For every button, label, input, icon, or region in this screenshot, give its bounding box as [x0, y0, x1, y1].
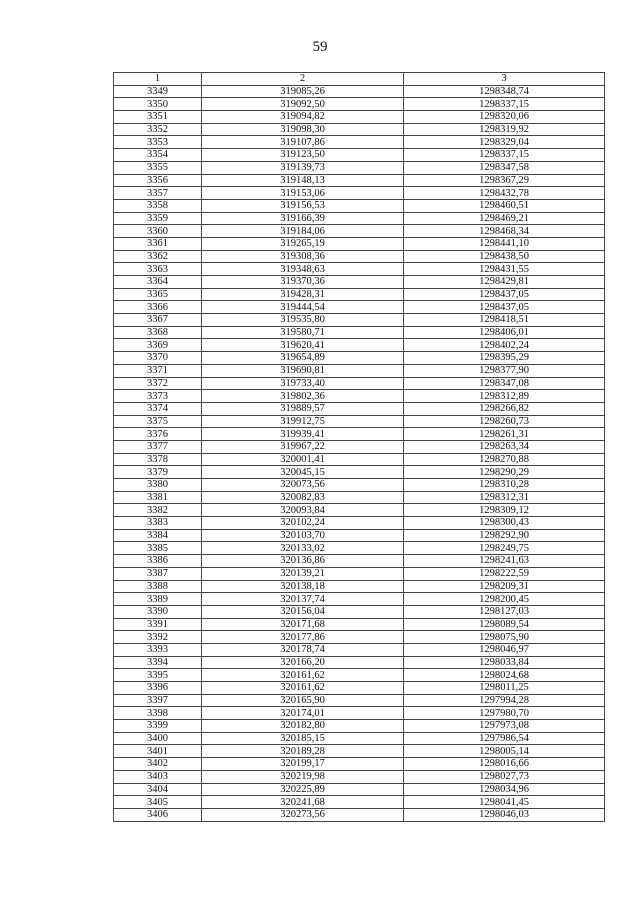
point-number-cell: 3379 [114, 466, 202, 479]
x-coordinate-cell: 319428,31 [202, 288, 404, 301]
point-number-cell: 3395 [114, 669, 202, 682]
table-row [114, 555, 605, 568]
x-coordinate-cell: 319620,41 [202, 339, 404, 352]
y-coordinate-cell: 1298337,15 [404, 149, 605, 162]
point-number-cell: 3400 [114, 732, 202, 745]
point-number-cell: 3384 [114, 529, 202, 542]
x-coordinate-cell: 319139,73 [202, 161, 404, 174]
y-coordinate-cell: 1298460,51 [404, 199, 605, 212]
y-coordinate-cell: 1298429,81 [404, 276, 605, 289]
table-row [114, 339, 605, 352]
point-number-cell: 3372 [114, 377, 202, 390]
x-coordinate-cell: 319690,81 [202, 364, 404, 377]
point-number-cell: 3375 [114, 415, 202, 428]
table-row [114, 187, 605, 200]
x-coordinate-cell: 320171,68 [202, 618, 404, 631]
x-coordinate-cell: 320177,86 [202, 631, 404, 644]
point-number-cell: 3383 [114, 517, 202, 530]
point-number-cell: 3353 [114, 136, 202, 149]
table-row [114, 174, 605, 187]
point-number-cell: 3357 [114, 187, 202, 200]
table-row [114, 529, 605, 542]
y-coordinate-cell: 1298005,14 [404, 745, 605, 758]
point-number-cell: 3361 [114, 237, 202, 250]
table-row [114, 326, 605, 339]
point-number-cell: 3396 [114, 682, 202, 695]
x-coordinate-cell: 319148,13 [202, 174, 404, 187]
table-row [114, 605, 605, 618]
y-coordinate-cell: 1298329,04 [404, 136, 605, 149]
x-coordinate-cell: 319535,80 [202, 314, 404, 327]
x-coordinate-cell: 320136,86 [202, 555, 404, 568]
point-number-cell: 3404 [114, 783, 202, 796]
table-row [114, 149, 605, 162]
point-number-cell: 3352 [114, 123, 202, 136]
point-number-cell: 3350 [114, 98, 202, 111]
table-row [114, 390, 605, 403]
x-coordinate-cell: 320174,01 [202, 707, 404, 720]
table-row [114, 669, 605, 682]
table-row [114, 593, 605, 606]
table-body [114, 85, 605, 821]
y-coordinate-cell: 1297986,54 [404, 732, 605, 745]
y-coordinate-cell: 1298241,63 [404, 555, 605, 568]
table-row [114, 758, 605, 771]
x-coordinate-cell: 319085,26 [202, 85, 404, 98]
y-coordinate-cell: 1298249,75 [404, 542, 605, 555]
point-number-cell: 3358 [114, 199, 202, 212]
table-row [114, 250, 605, 263]
point-number-cell: 3405 [114, 796, 202, 809]
y-coordinate-cell: 1298200,45 [404, 593, 605, 606]
point-number-cell: 3403 [114, 770, 202, 783]
table-row [114, 682, 605, 695]
point-number-cell: 3377 [114, 440, 202, 453]
x-coordinate-cell: 319444,54 [202, 301, 404, 314]
x-coordinate-cell: 320093,84 [202, 504, 404, 517]
table-row [114, 707, 605, 720]
table-row [114, 136, 605, 149]
y-coordinate-cell: 1297980,70 [404, 707, 605, 720]
y-coordinate-cell: 1298260,73 [404, 415, 605, 428]
y-coordinate-cell: 1298402,24 [404, 339, 605, 352]
table-row [114, 98, 605, 111]
table-row [114, 276, 605, 289]
y-coordinate-cell: 1298438,50 [404, 250, 605, 263]
y-coordinate-cell: 1298347,08 [404, 377, 605, 390]
table-row [114, 542, 605, 555]
point-number-cell: 3365 [114, 288, 202, 301]
x-coordinate-cell: 320133,02 [202, 542, 404, 555]
table-row [114, 656, 605, 669]
y-coordinate-cell: 1298367,29 [404, 174, 605, 187]
x-coordinate-cell: 320185,15 [202, 732, 404, 745]
point-number-cell: 3406 [114, 808, 202, 821]
table-row [114, 161, 605, 174]
point-number-cell: 3391 [114, 618, 202, 631]
table-row [114, 694, 605, 707]
point-number-cell: 3380 [114, 479, 202, 492]
x-coordinate-cell: 319107,86 [202, 136, 404, 149]
x-coordinate-cell: 320189,28 [202, 745, 404, 758]
y-coordinate-cell: 1298300,43 [404, 517, 605, 530]
x-coordinate-cell: 319094,82 [202, 111, 404, 124]
y-coordinate-cell: 1298089,54 [404, 618, 605, 631]
y-coordinate-cell: 1298395,29 [404, 352, 605, 365]
x-coordinate-cell: 319166,39 [202, 212, 404, 225]
table-row [114, 352, 605, 365]
table-row [114, 770, 605, 783]
table-row [114, 199, 605, 212]
y-coordinate-cell: 1298437,05 [404, 288, 605, 301]
y-coordinate-cell: 1298377,90 [404, 364, 605, 377]
point-number-cell: 3389 [114, 593, 202, 606]
x-coordinate-cell: 319802,36 [202, 390, 404, 403]
y-coordinate-cell: 1298027,73 [404, 770, 605, 783]
x-coordinate-cell: 320138,18 [202, 580, 404, 593]
y-coordinate-cell: 1298319,92 [404, 123, 605, 136]
x-coordinate-cell: 319733,40 [202, 377, 404, 390]
table-row [114, 314, 605, 327]
y-coordinate-cell: 1298441,10 [404, 237, 605, 250]
table-row [114, 111, 605, 124]
table-row [114, 428, 605, 441]
y-coordinate-cell: 1298469,21 [404, 212, 605, 225]
point-number-cell: 3354 [114, 149, 202, 162]
y-coordinate-cell: 1298266,82 [404, 402, 605, 415]
table-header-row [114, 73, 605, 86]
table-row [114, 643, 605, 656]
x-coordinate-cell: 320139,21 [202, 567, 404, 580]
point-number-cell: 3386 [114, 555, 202, 568]
y-coordinate-cell: 1298127,03 [404, 605, 605, 618]
page-number: 59 [312, 39, 328, 55]
x-coordinate-cell: 319654,89 [202, 352, 404, 365]
point-number-cell: 3378 [114, 453, 202, 466]
y-coordinate-cell: 1298432,78 [404, 187, 605, 200]
y-coordinate-cell: 1298437,05 [404, 301, 605, 314]
point-number-cell: 3373 [114, 390, 202, 403]
point-number-cell: 3368 [114, 326, 202, 339]
y-coordinate-cell: 1298320,06 [404, 111, 605, 124]
table-row [114, 377, 605, 390]
coordinates-table [113, 72, 605, 822]
table-row [114, 123, 605, 136]
x-coordinate-cell: 319098,30 [202, 123, 404, 136]
table-row [114, 212, 605, 225]
point-number-cell: 3371 [114, 364, 202, 377]
y-coordinate-cell: 1298263,34 [404, 440, 605, 453]
table-row [114, 288, 605, 301]
x-coordinate-cell: 320199,17 [202, 758, 404, 771]
table-row [114, 796, 605, 809]
table-row [114, 466, 605, 479]
x-coordinate-cell: 320219,98 [202, 770, 404, 783]
y-coordinate-cell: 1298261,31 [404, 428, 605, 441]
point-number-cell: 3355 [114, 161, 202, 174]
y-coordinate-cell: 1298075,90 [404, 631, 605, 644]
point-number-cell: 3374 [114, 402, 202, 415]
table-row [114, 745, 605, 758]
point-number-cell: 3359 [114, 212, 202, 225]
x-coordinate-cell: 320165,90 [202, 694, 404, 707]
x-coordinate-cell: 319580,71 [202, 326, 404, 339]
y-coordinate-cell: 1298209,31 [404, 580, 605, 593]
y-coordinate-cell: 1298041,45 [404, 796, 605, 809]
column-header-1: 1 [114, 73, 202, 86]
x-coordinate-cell: 320156,04 [202, 605, 404, 618]
point-number-cell: 3382 [114, 504, 202, 517]
point-number-cell: 3363 [114, 263, 202, 276]
x-coordinate-cell: 320178,74 [202, 643, 404, 656]
point-number-cell: 3356 [114, 174, 202, 187]
point-number-cell: 3394 [114, 656, 202, 669]
x-coordinate-cell: 319889,57 [202, 402, 404, 415]
y-coordinate-cell: 1298309,12 [404, 504, 605, 517]
y-coordinate-cell: 1298406,01 [404, 326, 605, 339]
point-number-cell: 3366 [114, 301, 202, 314]
point-number-cell: 3351 [114, 111, 202, 124]
y-coordinate-cell: 1298348,74 [404, 85, 605, 98]
x-coordinate-cell: 320161,62 [202, 669, 404, 682]
column-header-3: 3 [404, 73, 605, 86]
y-coordinate-cell: 1298418,51 [404, 314, 605, 327]
y-coordinate-cell: 1298024,68 [404, 669, 605, 682]
y-coordinate-cell: 1298310,28 [404, 479, 605, 492]
x-coordinate-cell: 319939,41 [202, 428, 404, 441]
y-coordinate-cell: 1298016,66 [404, 758, 605, 771]
point-number-cell: 3369 [114, 339, 202, 352]
y-coordinate-cell: 1298337,15 [404, 98, 605, 111]
table-row [114, 580, 605, 593]
x-coordinate-cell: 320073,56 [202, 479, 404, 492]
point-number-cell: 3349 [114, 85, 202, 98]
table-row [114, 618, 605, 631]
y-coordinate-cell: 1298222,59 [404, 567, 605, 580]
y-coordinate-cell: 1298011,25 [404, 682, 605, 695]
point-number-cell: 3362 [114, 250, 202, 263]
x-coordinate-cell: 319967,22 [202, 440, 404, 453]
point-number-cell: 3360 [114, 225, 202, 238]
table-row [114, 808, 605, 821]
y-coordinate-cell: 1298046,03 [404, 808, 605, 821]
point-number-cell: 3364 [114, 276, 202, 289]
table-row [114, 301, 605, 314]
point-number-cell: 3397 [114, 694, 202, 707]
y-coordinate-cell: 1298034,96 [404, 783, 605, 796]
y-coordinate-cell: 1298292,90 [404, 529, 605, 542]
y-coordinate-cell: 1298033,84 [404, 656, 605, 669]
point-number-cell: 3393 [114, 643, 202, 656]
x-coordinate-cell: 319370,36 [202, 276, 404, 289]
x-coordinate-cell: 320001,41 [202, 453, 404, 466]
table-row [114, 567, 605, 580]
table-row [114, 364, 605, 377]
table-row [114, 504, 605, 517]
y-coordinate-cell: 1298270,88 [404, 453, 605, 466]
x-coordinate-cell: 320082,83 [202, 491, 404, 504]
x-coordinate-cell: 320161,62 [202, 682, 404, 695]
x-coordinate-cell: 319348,63 [202, 263, 404, 276]
table-row [114, 517, 605, 530]
y-coordinate-cell: 1298468,34 [404, 225, 605, 238]
point-number-cell: 3387 [114, 567, 202, 580]
x-coordinate-cell: 320182,80 [202, 720, 404, 733]
x-coordinate-cell: 320045,15 [202, 466, 404, 479]
y-coordinate-cell: 1298347,58 [404, 161, 605, 174]
x-coordinate-cell: 320103,70 [202, 529, 404, 542]
table-row [114, 783, 605, 796]
table-row [114, 631, 605, 644]
x-coordinate-cell: 320273,56 [202, 808, 404, 821]
x-coordinate-cell: 319156,53 [202, 199, 404, 212]
table-row [114, 720, 605, 733]
x-coordinate-cell: 319184,06 [202, 225, 404, 238]
y-coordinate-cell: 1298290,29 [404, 466, 605, 479]
y-coordinate-cell: 1297994,28 [404, 694, 605, 707]
x-coordinate-cell: 319912,75 [202, 415, 404, 428]
point-number-cell: 3392 [114, 631, 202, 644]
x-coordinate-cell: 319265,19 [202, 237, 404, 250]
table-row [114, 440, 605, 453]
x-coordinate-cell: 319153,06 [202, 187, 404, 200]
x-coordinate-cell: 319123,50 [202, 149, 404, 162]
x-coordinate-cell: 320241,68 [202, 796, 404, 809]
table-row [114, 237, 605, 250]
table-row [114, 225, 605, 238]
x-coordinate-cell: 320137,74 [202, 593, 404, 606]
table-row [114, 453, 605, 466]
y-coordinate-cell: 1297973,08 [404, 720, 605, 733]
point-number-cell: 3401 [114, 745, 202, 758]
table-row [114, 402, 605, 415]
table-row [114, 732, 605, 745]
x-coordinate-cell: 319308,36 [202, 250, 404, 263]
x-coordinate-cell: 319092,50 [202, 98, 404, 111]
y-coordinate-cell: 1298046,97 [404, 643, 605, 656]
point-number-cell: 3370 [114, 352, 202, 365]
x-coordinate-cell: 320225,89 [202, 783, 404, 796]
point-number-cell: 3399 [114, 720, 202, 733]
point-number-cell: 3388 [114, 580, 202, 593]
x-coordinate-cell: 320102,24 [202, 517, 404, 530]
table-row [114, 415, 605, 428]
point-number-cell: 3385 [114, 542, 202, 555]
point-number-cell: 3390 [114, 605, 202, 618]
y-coordinate-cell: 1298431,55 [404, 263, 605, 276]
table-row [114, 85, 605, 98]
x-coordinate-cell: 320166,20 [202, 656, 404, 669]
y-coordinate-cell: 1298312,31 [404, 491, 605, 504]
point-number-cell: 3398 [114, 707, 202, 720]
y-coordinate-cell: 1298312,89 [404, 390, 605, 403]
table-row [114, 491, 605, 504]
point-number-cell: 3367 [114, 314, 202, 327]
column-header-2: 2 [202, 73, 404, 86]
point-number-cell: 3381 [114, 491, 202, 504]
table-row [114, 479, 605, 492]
table-row [114, 263, 605, 276]
point-number-cell: 3402 [114, 758, 202, 771]
point-number-cell: 3376 [114, 428, 202, 441]
